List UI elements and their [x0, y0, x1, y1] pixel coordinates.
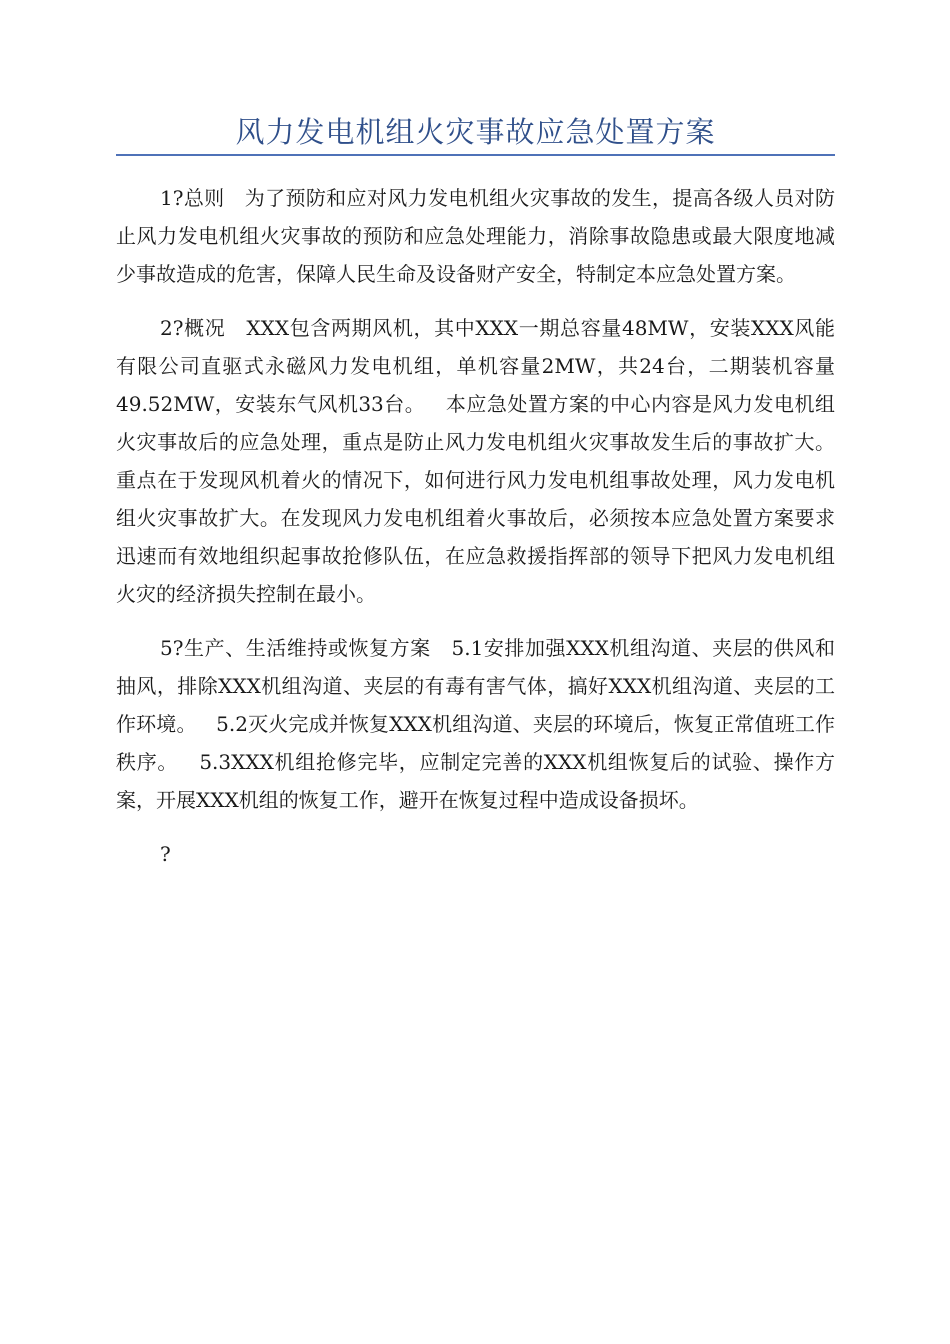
paragraph-trailing-mark: ? [160, 842, 171, 866]
paragraph-general: 1?总则 为了预防和应对风力发电机组火灾事故的发生，提高各级人员对防止风力发电机组火灾事故的预防和应急处理能力，消除事故隐患或最大限度地减少事故造成的危害，保障人民生命及设备财产安全，特制定本应急处置方案。 [116, 186, 835, 286]
paragraph-overview: 2?概况 XXX包含两期风机，其中XXX一期总容量48MW，安装XXX风能有限公司直驱式永磁风力发电机组，单机容量2MW，共24台，二期装机容量49.52MW，安装东气风机33台。 本应急处置方案的中心内容是风力发电机组火灾事故后的应急处理，重点是防止风力发电机组火灾事故发生后的事故扩大。重点在于发现风机着火的情况下，如何进行风力发电机组事故处理，风力发电机组火灾事故扩大。在发现风力发电机组着火事故后，必须按本应急处置方案要求迅速而有效地组织起事故抢修队伍，在应急救援指挥部的领导下把风力发电机组火灾的经济损失控制在最小。 [116, 316, 835, 606]
title-divider [116, 154, 835, 156]
document-title: 风力发电机组火灾事故应急处置方案 [235, 115, 716, 149]
document-body [116, 179, 835, 889]
paragraph-recovery-plan: 5?生产、生活维持或恢复方案 5.1安排加强XXX机组沟道、夹层的供风和抽风，排除XXX机组沟道、夹层的有毒有害气体，搞好XXX机组沟道、夹层的工作环境。 5.2灭火完成并恢复XXX机组沟道、夹层的环境后，恢复正常值班工作秩序。 5.3XXX机组抢修完毕，应制定完善的XXX机组恢复后的试验、操作方案，开展XXX机组的恢复工作，避开在恢复过程中造成设备损坏。 [116, 636, 835, 812]
